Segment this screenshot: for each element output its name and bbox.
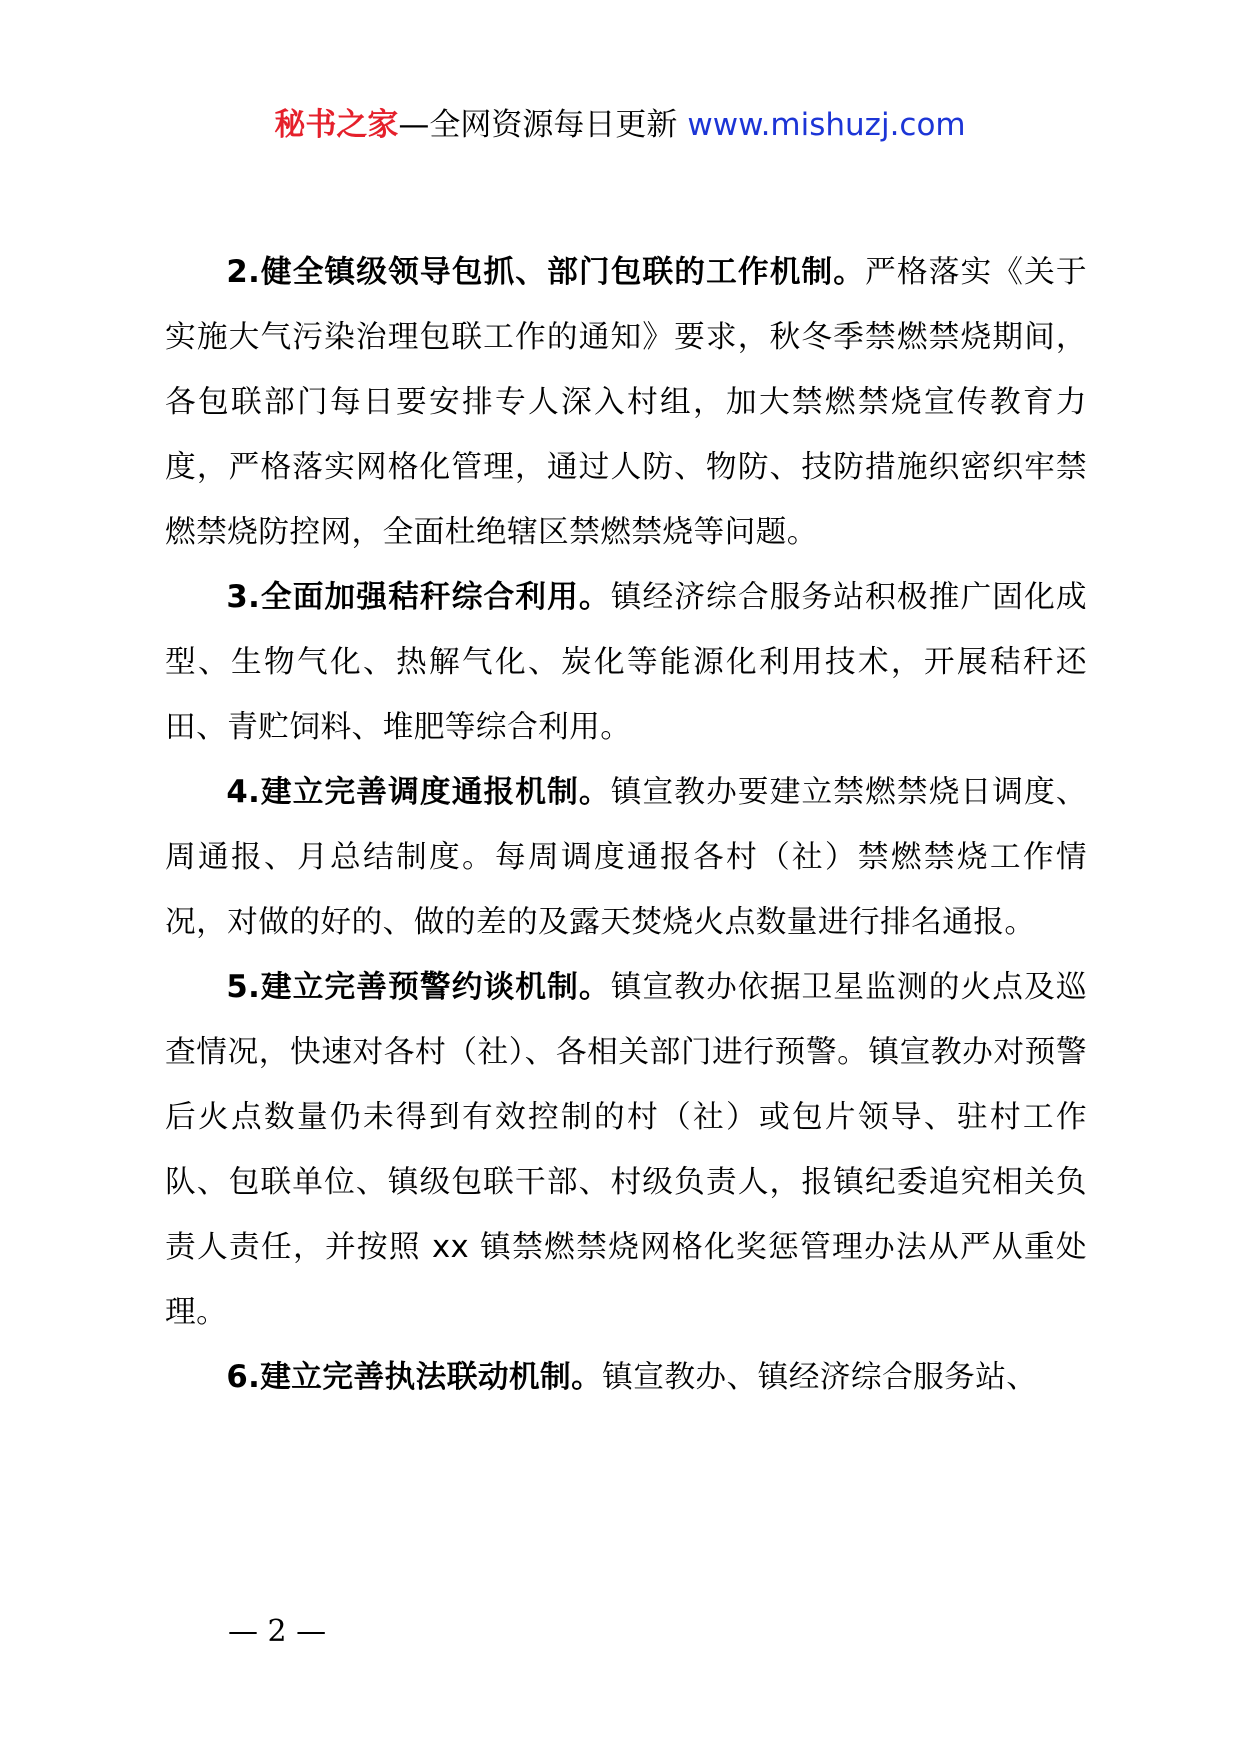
paragraph-text: 镇宣教办、镇经济综合服务站、 bbox=[602, 1360, 1038, 1395]
paragraph-text: 镇经济综合服务站积极推广固化成型、生物气化、热解气化、炭化等能源化利用技术，开展秸秆还田、青贮饲料、堆肥等综合利用。 bbox=[165, 580, 1087, 745]
paragraph-text: 严格落实《关于实施大气污染治理包联工作的通知》要求，秋冬季禁燃禁烧期间，各包联部门每日要安排专人深入村组，加大禁燃禁烧宣传教育力度，严格落实网格化管理，通过人防、物防、技防措施织密织牢禁燃禁烧防控网，全面杜绝辖区禁燃禁烧等问题。 bbox=[165, 255, 1087, 550]
header-brand: 秘书之家 bbox=[274, 107, 399, 143]
document-body bbox=[165, 240, 1087, 1410]
paragraph-heading: 6.建立完善执法联动机制。 bbox=[226, 1360, 603, 1395]
paragraph-3 bbox=[165, 565, 1087, 760]
paragraph-text: 镇宣教办要建立禁燃禁烧日调度、周通报、月总结制度。每周调度通报各村（社）禁燃禁烧工作情况，对做的好的、做的差的及露天焚烧火点数量进行排名通报。 bbox=[165, 775, 1087, 940]
header-url-link[interactable]: www.mishuzj.com bbox=[687, 107, 966, 143]
paragraph-heading: 3.全面加强秸秆综合利用。 bbox=[226, 580, 611, 615]
paragraph-heading: 5.建立完善预警约谈机制。 bbox=[226, 970, 611, 1005]
header-slogan: —全网资源每日更新 bbox=[398, 107, 678, 143]
paragraph-5 bbox=[165, 955, 1087, 1345]
paragraph-6 bbox=[165, 1345, 1087, 1410]
paragraph-heading: 2.健全镇级领导包抓、部门包联的工作机制。 bbox=[226, 255, 866, 290]
paragraph-4 bbox=[165, 760, 1087, 955]
paragraph-2 bbox=[165, 240, 1087, 565]
paragraph-text: 镇宣教办依据卫星监测的火点及巡查情况，快速对各村（社）、各相关部门进行预警。镇宣教办对预警后火点数量仍未得到有效控制的村（社）或包片领导、驻村工作队、包联单位、镇级包联干部、村级负责人，报镇纪委追究相关负责人责任，并按照 xx 镇禁燃禁烧网格化奖惩管理办法从严从重处理。 bbox=[165, 970, 1087, 1330]
page-number: — 2 — bbox=[228, 1614, 327, 1649]
page-header bbox=[0, 100, 1240, 150]
paragraph-heading: 4.建立完善调度通报机制。 bbox=[226, 775, 611, 810]
